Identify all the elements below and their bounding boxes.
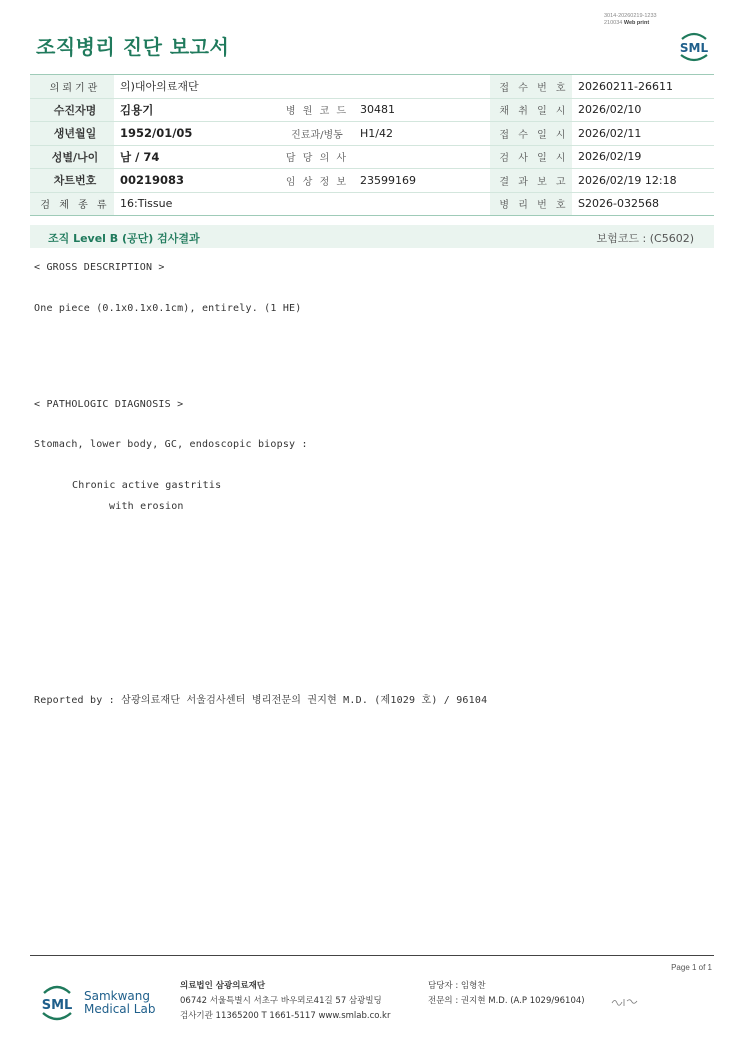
value-department-ward: H1/42 bbox=[354, 122, 490, 146]
brand-name bbox=[84, 990, 155, 1016]
label-collection-date: 채 취 일 시 bbox=[490, 98, 572, 122]
table-row bbox=[30, 75, 714, 99]
brand-line-1: Samkwang bbox=[84, 989, 150, 1003]
patient-info-table bbox=[30, 74, 714, 216]
gross-description-text: One piece (0.1x0.1x0.1cm), entirely. (1 HE) bbox=[34, 303, 302, 314]
value-sex-age: 남 / 74 bbox=[114, 145, 274, 169]
value-requesting-institution: 의)대아의료재단 bbox=[114, 75, 490, 99]
sml-logo-icon bbox=[674, 27, 714, 63]
org-contact: 검사기관 11365200 T 1661-5117 www.smlab.co.kr bbox=[180, 1011, 391, 1021]
brand-line-2: Medical Lab bbox=[84, 1002, 156, 1016]
table-row bbox=[30, 145, 714, 169]
report-title: 조직병리 진단 보고서 bbox=[36, 35, 230, 59]
value-test-date: 2026/02/19 bbox=[572, 145, 714, 169]
label-hospital-code: 병 원 코 드 bbox=[274, 98, 354, 122]
value-hospital-code: 30481 bbox=[354, 98, 490, 122]
label-sex-age: 성별/나이 bbox=[30, 145, 114, 169]
value-patient-name: 김용기 bbox=[114, 98, 274, 122]
value-specimen-type: 16:Tissue bbox=[114, 192, 490, 215]
manager-name: 담당자 : 임형찬 bbox=[428, 981, 486, 991]
value-attending-doctor bbox=[354, 145, 490, 169]
value-accession-number: 20260211-26611 bbox=[572, 75, 714, 99]
label-department-ward: 진료과/병동 bbox=[274, 122, 354, 146]
org-address: 06742 서울특별시 서초구 바우뫼로41길 57 삼광빌딩 bbox=[180, 996, 382, 1006]
label-requesting-institution: 의뢰기관 bbox=[30, 75, 114, 99]
table-row bbox=[30, 98, 714, 122]
sml-footer-logo-icon bbox=[36, 979, 78, 1027]
print-id-line2: 210034 bbox=[604, 20, 623, 26]
value-birth-date: 1952/01/05 bbox=[114, 122, 274, 146]
value-receipt-date: 2026/02/11 bbox=[572, 122, 714, 146]
value-chart-number: 00219083 bbox=[114, 169, 274, 193]
pathologic-diagnosis-heading: < PATHOLOGIC DIAGNOSIS > bbox=[34, 399, 184, 410]
label-attending-doctor: 담 당 의 사 bbox=[274, 145, 354, 169]
print-id-line1: 3014-20260219-1233 bbox=[604, 13, 657, 19]
label-birth-date: 생년월일 bbox=[30, 122, 114, 146]
table-row bbox=[30, 122, 714, 146]
table-row bbox=[30, 169, 714, 193]
value-pathology-number: S2026-032568 bbox=[572, 192, 714, 215]
page-number: Page 1 of 1 bbox=[671, 963, 712, 972]
gross-description-heading: < GROSS DESCRIPTION > bbox=[34, 262, 165, 273]
label-result-report: 결 과 보 고 bbox=[490, 169, 572, 193]
label-chart-number: 차트번호 bbox=[30, 169, 114, 193]
result-section-title: 조직 Level B (공단) 검사결과 bbox=[48, 232, 200, 245]
diagnosis-line-2: with erosion bbox=[109, 501, 184, 512]
footer-staff-block bbox=[428, 979, 585, 1009]
sml-footer-logo-text: SML bbox=[41, 998, 73, 1013]
value-collection-date: 2026/02/10 bbox=[572, 98, 714, 122]
print-id bbox=[604, 13, 684, 27]
label-patient-name: 수진자명 bbox=[30, 98, 114, 122]
reported-by: Reported by : 삼광의료재단 서울검사센터 병리전문의 권지현 M.D. (제1029 호) / 96104 bbox=[34, 695, 488, 706]
sml-logo-text: SML bbox=[679, 41, 709, 55]
insurance-code: 보험코드 : (C5602) bbox=[596, 232, 694, 245]
label-clinical-info: 임 상 정 보 bbox=[274, 169, 354, 193]
result-section-header bbox=[30, 225, 714, 248]
signature-icon bbox=[610, 995, 640, 1009]
label-accession-number: 접 수 번 호 bbox=[490, 75, 572, 99]
diagnosis-site: Stomach, lower body, GC, endoscopic biopsy : bbox=[34, 439, 308, 450]
table-row bbox=[30, 192, 714, 215]
value-clinical-info: 23599169 bbox=[354, 169, 490, 193]
label-pathology-number: 병 리 번 호 bbox=[490, 192, 572, 215]
web-print-label: Web print bbox=[623, 20, 650, 26]
diagnosis-line-1: Chronic active gastritis bbox=[72, 480, 222, 491]
org-name: 의료법인 삼광의료재단 bbox=[180, 981, 266, 991]
footer-divider bbox=[30, 955, 714, 956]
label-test-date: 검 사 일 시 bbox=[490, 145, 572, 169]
footer-org-block bbox=[180, 979, 390, 1024]
value-result-report: 2026/02/19 12:18 bbox=[572, 169, 714, 193]
label-receipt-date: 접 수 일 시 bbox=[490, 122, 572, 146]
label-specimen-type: 검 체 종 류 bbox=[30, 192, 114, 215]
specialist-name: 전문의 : 권지현 M.D. (A.P 1029/96104) bbox=[428, 996, 585, 1006]
